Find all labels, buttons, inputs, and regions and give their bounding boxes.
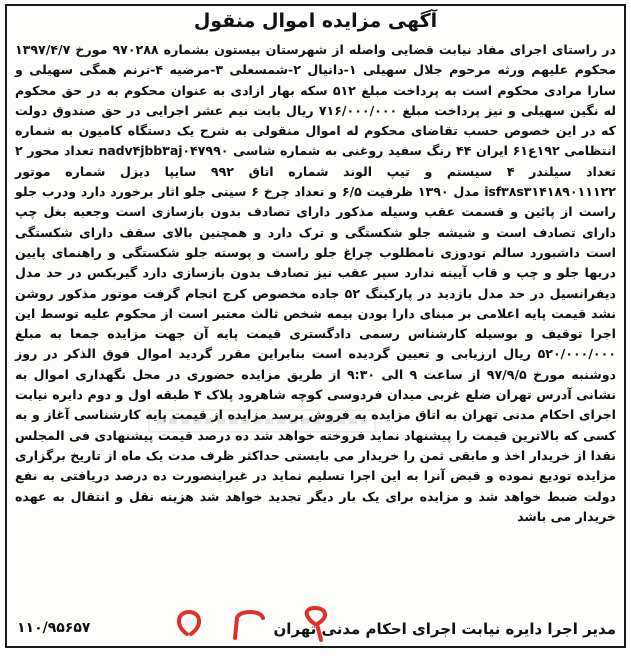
handwritten-red-number <box>165 604 365 642</box>
newspaper-clipping <box>5 4 626 648</box>
notice-title: آگهی مزایده اموال منقول <box>193 10 438 32</box>
signatory-line: مدیر اجرا دایره نیابت اجرای احکام مدنی تهران <box>273 620 616 638</box>
notice-body: در راستای اجرای مفاد نیابت قضایی واصله از شهرستان بیستون بشماره ۹۷۰۲۸۸ مورخ ۱۳۹۷/۴/۷ محکوم علیهم ورثه مرحوم جلال سهیلی ۱-دانیال ۲-شمسعلی ۳-مرضیه ۴-ترنم همگی سهیلی و سارا مرادی محکوم است به پرداخت مبلغ ۵۱۲ سکه بهار ازادی به عنوان محکوم به در حق محکوم له نگین سهیلی و نیز پرداخت مبلغ ۷۱۶/۰۰۰/۰۰۰ ریال بابت نیم عشر اجرایی در حق صندوق دولت که در این خصوص حسب تقاضای محکوم له اموال منقولی به شرح یک دستگاه کامیون به شماره انتظامی ۱۹۲ع۶۱ ایران ۴۴ رنگ سفید روغنی به شماره شاسی nadv۴jbb۳aj۰۴۷۹۹۰ تعداد محور ۲ تعداد سیلندر ۴ سیستم و تیپ الوند شماره اتاق ۹۹۲ سایپا دیزل شماره موتور isf۳۸s۳۱۴۱۸۹۰۱۱۱۲۲ مدل ۱۳۹۰ ظرفیت ۶/۵ و تعداد چرخ ۶ سینی جلو اثار برخورد دارد ودرب جلو راست از پائین و قسمت عقب وسیله مذکور دارای تصادف بدون بازسازی است وجعبه بغل چپ دارای تصادف است و شیشه جلو شکستگی و ترک دارد و همچنین بالای سقف دارای شکستگی است داشبورد سالم تودوزی نامطلوب چراغ جلو راست و پوسته جلو شکستگی و راهنمای پایین دربها جلو و چپ و قاب آیینه ندارد سپر عقب نیز تصادف بدون بازسازی دارد گیربکس در حد مدل دیفرانسیل در حد مدل بازدید در پارکینگ ۵۲ جاده مخصوص کرج انجام گرفت موتور مذکور روشن نشد قیمت پایه اعلامی بر مبنای دارا بودن بیمه شخص ثالث معتبر است از محکوم علیه توسط این اجرا توقیف و بوسیله کارشناس رسمی دادگستری قیمت پایه آن جهت مزایده جمعا به مبلغ ۵۲۰/۰۰۰/۰۰۰ ریال ارزیابی و تعیین گردیده است بنابراین مقرر گردید اموال فوق الذکر در روز دوشنبه مورخ ۹۷/۹/۵ از ساعت ۹ الی ۹:۳۰ از طریق مزایده حضوری در محل نگهداری اموال به نشانی آدرس تهران ضلع غربی میدان فردوسی کوچه شاهرود پلاک ۴ طبقه اول و دوم دایره نیابت اجرای احکام مدنی تهران به اتاق مزایده به فروش برسد مزایده از قیمت پایه کارشناسی آغاز و به کسی که بالاترین قیمت را پیشنهاد نماید فروخته خواهد شد ده درصد قیمت پیشنهادی فی المجلس نقدا از خریدار اخذ و مابقی ثمن را خریدار می بایستی حداکثر ظرف مدت یک ماه از تاریخ برگزاری مزایده تودیع نموده و قبض آنرا به این اجرا تسلیم نماید در غیراینصورت ده درصد دریافتی به نفع دولت ضبط خواهد شد و مزایده برای یک بار دیگر تجدید خواهد شد هزینه نقل و انتقال به عهده خریدار می باشد <box>15 42 617 524</box>
reference-number: ۱۱۰/۹۵۶۵۷ <box>17 620 91 636</box>
notice-footer <box>15 612 616 640</box>
faded-stamp-watermark <box>147 406 377 436</box>
